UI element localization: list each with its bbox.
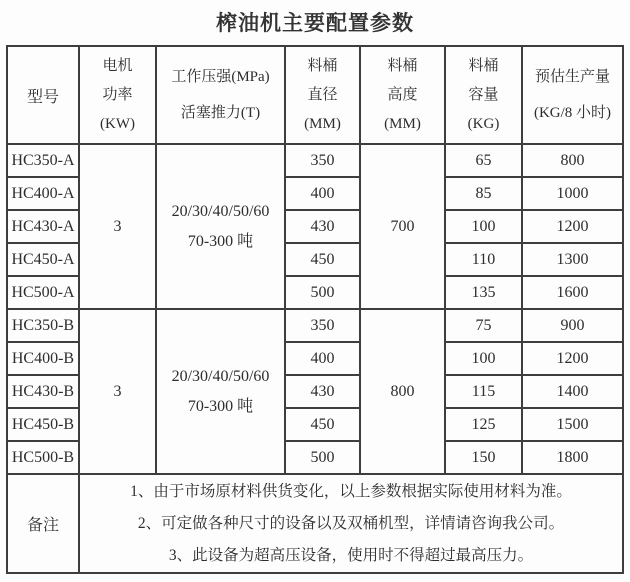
motor-power-cell: 3 [79, 144, 156, 309]
diameter-cell: 400 [285, 177, 360, 210]
header-pressure: 工作压强(MPa) 活塞推力(T) [156, 46, 285, 144]
production-cell: 1800 [522, 441, 623, 474]
remarks-row [7, 474, 623, 573]
header-row [7, 46, 623, 144]
page-title: 榨油机主要配置参数 [216, 11, 414, 35]
diameter-cell: 450 [285, 408, 360, 441]
motor-power-cell: 3 [79, 309, 156, 474]
diameter-cell: 400 [285, 342, 360, 375]
header-barrel-diameter: 料桶 直径 (MM) [285, 46, 360, 144]
model-cell: HC350-A [7, 144, 79, 177]
header-barrel-capacity: 料桶 容量 (KG) [445, 46, 522, 144]
remarks-label: 备注 [7, 474, 79, 573]
capacity-cell: 100 [445, 210, 522, 243]
model-cell: HC450-A [7, 243, 79, 276]
model-cell: HC400-B [7, 342, 79, 375]
barrel-height-cell: 800 [360, 309, 445, 474]
model-cell: HC430-A [7, 210, 79, 243]
model-cell: HC450-B [7, 408, 79, 441]
diameter-cell: 450 [285, 243, 360, 276]
remarks-content [79, 474, 623, 573]
production-cell: 1500 [522, 408, 623, 441]
production-cell: 1300 [522, 243, 623, 276]
capacity-cell: 85 [445, 177, 522, 210]
diameter-cell: 430 [285, 210, 360, 243]
header-model [7, 46, 79, 144]
production-cell: 1600 [522, 276, 623, 309]
model-cell: HC350-B [7, 309, 79, 342]
header-production: 预估生产量 (KG/8 小时) [522, 46, 623, 144]
model-cell: HC500-A [7, 276, 79, 309]
model-cell: HC430-B [7, 375, 79, 408]
header-barrel-height: 料桶 高度 (MM) [360, 46, 445, 144]
remark-line: 3、此设备为超高压设备，使用时不得超过最高压力。 [168, 546, 534, 564]
table-row [7, 144, 623, 177]
diameter-cell: 350 [285, 309, 360, 342]
capacity-cell: 110 [445, 243, 522, 276]
spec-table [6, 45, 624, 574]
production-cell: 1200 [522, 210, 623, 243]
table-row [7, 309, 623, 342]
capacity-cell: 135 [445, 276, 522, 309]
diameter-cell: 430 [285, 375, 360, 408]
pressure-cell: 20/30/40/50/60 70-300 吨 [156, 144, 285, 309]
diameter-cell: 500 [285, 276, 360, 309]
diameter-cell: 500 [285, 441, 360, 474]
remark-line: 2、可定做各种尺寸的设备以及双桶机型，详情请咨询我公司。 [137, 514, 565, 532]
production-cell: 1400 [522, 375, 623, 408]
barrel-height-cell: 700 [360, 144, 445, 309]
production-cell: 800 [522, 144, 623, 177]
capacity-cell: 115 [445, 375, 522, 408]
production-cell: 1000 [522, 177, 623, 210]
model-cell: HC500-B [7, 441, 79, 474]
capacity-cell: 125 [445, 408, 522, 441]
diameter-cell: 350 [285, 144, 360, 177]
production-cell: 900 [522, 309, 623, 342]
capacity-cell: 65 [445, 144, 522, 177]
header-motor-power: 电机 功率 (KW) [79, 46, 156, 144]
header-model-label: 型号 [26, 88, 59, 106]
pressure-cell: 20/30/40/50/60 70-300 吨 [156, 309, 285, 474]
remark-line: 1、由于市场原材料供货变化，以上参数根据实际使用材料为准。 [130, 482, 572, 500]
capacity-cell: 100 [445, 342, 522, 375]
capacity-cell: 75 [445, 309, 522, 342]
model-cell: HC400-A [7, 177, 79, 210]
production-cell: 1200 [522, 342, 623, 375]
capacity-cell: 150 [445, 441, 522, 474]
